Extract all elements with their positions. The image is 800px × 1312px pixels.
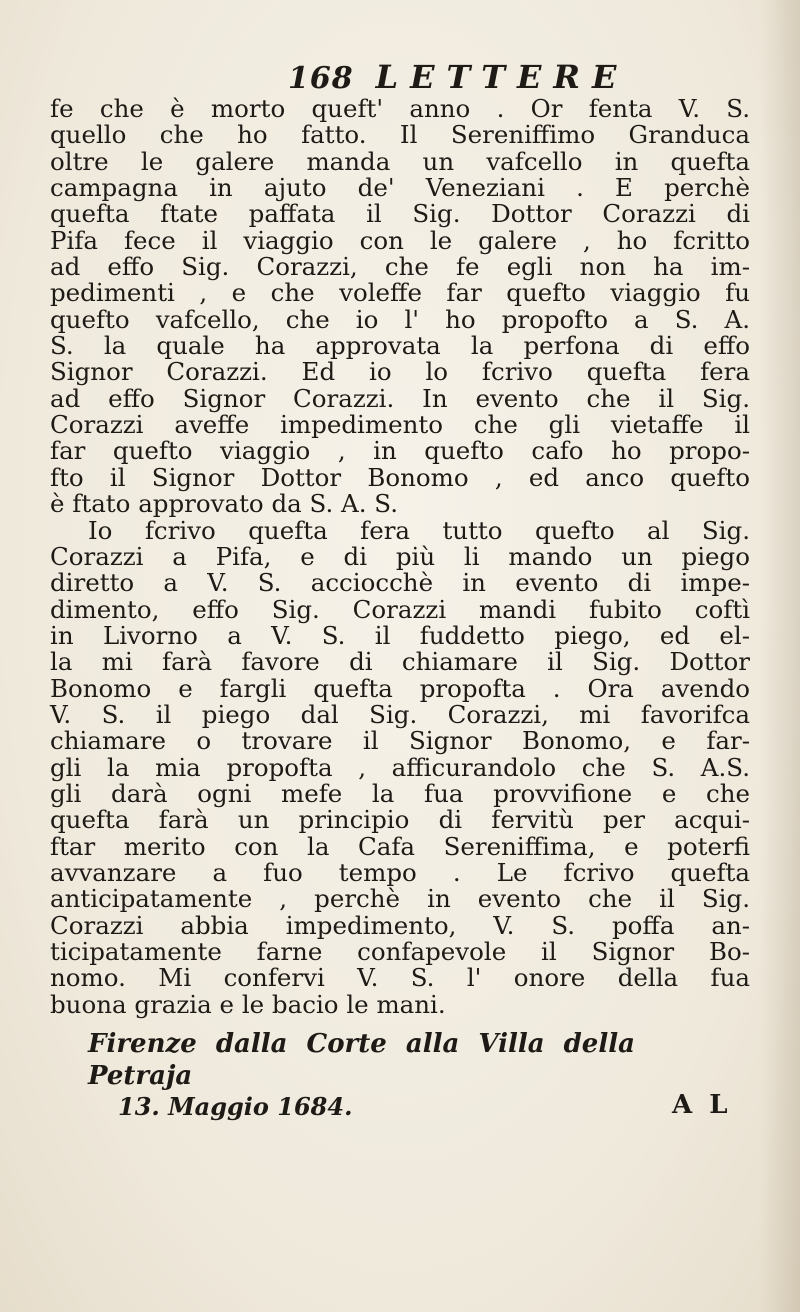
text-line: campagna in ajuto de' Veneziani . E perchè <box>50 173 750 203</box>
text-line: ad effo Signor Corazzi. In evento che il Sig. <box>50 383 750 413</box>
page-header <box>288 58 628 96</box>
text-line: la mi farà favore di chiamare il Sig. Dottor <box>50 647 750 677</box>
text-line: fe che è morto queft' anno . Or fenta V. S. <box>50 94 750 123</box>
text-line: oltre le galere manda un vafcello in quefta <box>50 146 750 176</box>
text-line: avvanzare a fuo tempo . Le fcrivo quefta <box>50 857 750 887</box>
page-number: 168 <box>288 61 354 96</box>
text-line: ad effo Sig. Corazzi, che fe egli non ha im- <box>50 252 750 282</box>
text-line: fto il Signor Dottor Bonomo , ed anco quefto <box>50 462 750 492</box>
running-head: LETTERE <box>375 58 629 96</box>
text-line: anticipatamente , perchè in evento che il Sig. <box>50 884 750 914</box>
text-line: chiamare o trovare il Signor Bonomo, e far- <box>50 726 750 756</box>
text-line: quello che ho fatto. Il Sereniffimo Granduca <box>50 120 750 150</box>
text-line: quefta farà un principio di fervitù per acqui- <box>50 805 750 835</box>
text-line: Corazzi aveffe impedimento che gli vietaffe il <box>50 410 750 440</box>
letter-closing <box>88 1028 748 1122</box>
text-line: V. S. il piego dal Sig. Corazzi, mi favorifca <box>50 699 750 729</box>
text-line: gli darà ogni mefe la fua provvifione e che <box>50 778 750 808</box>
text-line: Io fcrivo quefta fera tutto quefto al Sig. <box>88 515 750 545</box>
text-line: Corazzi a Pifa, e di più li mando un piego <box>50 541 750 571</box>
catchword: A L <box>672 1090 732 1120</box>
text-line: ftar merito con la Cafa Sereniffima, e poterfi <box>50 831 750 861</box>
text-line: pedimenti , e che voleffe far quefto viaggio fu <box>50 278 750 308</box>
text-line: dimento, effo Sig. Corazzi mandi fubito coftì <box>50 594 750 624</box>
text-line: S. la quale ha approvata la perfona di effo <box>50 331 750 361</box>
text-line: gli la mia propofta , afficurandolo che S. A.S. <box>50 752 750 782</box>
text-line: quefto vafcello, che io l' ho propofto a S. A. <box>50 304 750 334</box>
text-line: Bonomo e fargli quefta propofta . Ora avendo <box>50 673 750 703</box>
text-line: ticipatamente farne confapevole il Signor Bo- <box>50 937 750 966</box>
text-line: Pifa fece il viaggio con le galere , ho fcritto <box>50 225 750 255</box>
text-line: Signor Corazzi. Ed io lo fcrivo quefta fera <box>50 357 750 387</box>
closing-place: Firenze dalla Corte alla Villa della Petraja <box>88 1029 635 1091</box>
letter-body <box>50 96 750 1018</box>
text-line: diretto a V. S. acciocchè in evento di impe- <box>50 568 750 598</box>
text-line: buona grazia e le bacio le mani. <box>50 989 446 1019</box>
closing-date: 13. Maggio 1684. <box>118 1092 353 1121</box>
text-line: quefta ftate paffata il Sig. Dottor Corazzi di <box>50 199 750 229</box>
text-line: nomo. Mi confervi V. S. l' onore della fua <box>50 963 750 993</box>
page-edge-shadow <box>760 0 800 1312</box>
text-line: Corazzi abbia impedimento, V. S. poffa an- <box>50 910 750 940</box>
text-line: in Livorno a V. S. il fuddetto piego, ed el- <box>50 620 750 650</box>
text-line: è ftato approvato da S. A. S. <box>50 489 398 519</box>
text-line: far quefto viaggio , in quefto cafo ho propo- <box>50 436 750 466</box>
